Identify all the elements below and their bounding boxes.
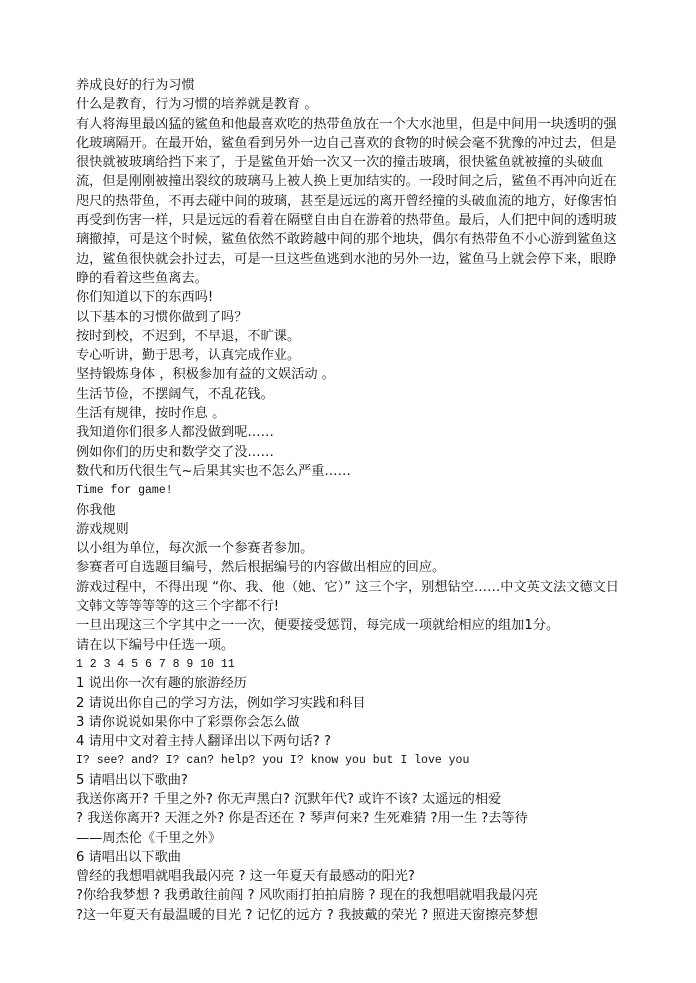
- document-line: 你们知道以下的东西吗!: [76, 290, 214, 306]
- document-line: 什么是教育，行为习惯的培养就是教育 。: [76, 97, 318, 113]
- document-line: 例如你们的历史和数学交了没……: [76, 444, 274, 460]
- rule-line: 以小组为单位，每次派一个参赛者参加。: [76, 541, 314, 557]
- task-item: 1 说出你一次有趣的旅游经历: [76, 676, 247, 692]
- habit-item: 按时到校，不迟到，不早退，不旷课。: [76, 328, 301, 344]
- document-title: 养成良好的行为习惯: [76, 78, 195, 93]
- rule-line: 参赛者可自选题目编号，然后根据编号的内容做出相应的回应。: [76, 560, 446, 576]
- lyrics-line: ? 我送你离开? 天涯之外? 你是否还在 ? 琴声何来? 生死难猜 ?用一生 ?去等待: [76, 811, 528, 827]
- habit-item: 坚持锻炼身体 ，积极参加有益的文娱活动 。: [76, 367, 335, 383]
- rules-heading: 游戏规则: [76, 521, 129, 537]
- task-item: 6 请唱出以下歌曲: [76, 849, 181, 865]
- lyrics-line: 曾经的我想唱就唱我最闪亮 ? 这一年夏天有最感动的阳光?: [76, 869, 415, 885]
- lyrics-line: 我送你离开? 千里之外? 你无声黑白? 沉默年代? 或许不该? 太遥远的相爱: [76, 791, 502, 807]
- shark-story-paragraph: 有人将海里最凶猛的鲨鱼和他最喜欢吃的热带鱼放在一个大水池里，但是中间用一块透明的强化玻璃隔开。在最开始，鲨鱼看到另外一边自己喜欢的食物的时候会毫不犹豫的冲过去，但是很快就被玻璃给挡下来了，于是鲨鱼开始一次又一次的撞击玻璃，很快鲨鱼就被撞的头破血流，但是刚刚被撞出裂纹的玻璃马上被人换上更加结实的。一段时间之后，鲨鱼不再冲向近在咫尺的热带鱼，不再去碰中间的玻璃，甚至是远远的离开曾经撞的头破血流的地方，好像害怕再受到伤害一样，只是远远的看着在隔壁自由自在游着的热带鱼。最后，人们把中间的透明玻璃撤掉，可是这个时候，鲨鱼依然不敢跨越中间的那个地块，偶尔有热带鱼不小心游到鲨鱼这边，鲨鱼很快就会扑过去，可是一旦这些鱼逃到水池的另外一边，鲨鱼马上就会停下来，眼睁睁的看着这些鱼离去。: [76, 116, 617, 286]
- habit-item: 生活节俭，不摆阔气，不乱花钱。: [76, 386, 274, 402]
- document-line: 数代和历代很生气~后果其实也不怎么严重……: [76, 463, 351, 479]
- number-list: 1 2 3 4 5 6 7 8 9 10 11: [76, 657, 235, 671]
- document-line: 请在以下编号中任选一项。: [76, 637, 235, 653]
- document-body: [76, 76, 622, 925]
- lyrics-line: ?你给我梦想 ? 我勇敢往前闯 ? 风吹雨打拍拍肩膀 ? 现在的我想唱就唱我最闪亮: [76, 888, 538, 904]
- habit-item: 专心听讲，勤于思考，认真完成作业。: [76, 348, 301, 364]
- lyrics-line: ?这一年夏天有最温暖的目光 ? 记忆的远方 ? 我披戴的荣光 ? 照进天窗擦亮梦想: [76, 907, 538, 923]
- task-item: 2 请说出你自己的学习方法，例如学习实践和科目: [76, 695, 366, 711]
- task-item: 5 请唱出以下歌曲?: [76, 772, 188, 788]
- task-item: 4 请用中文对着主持人翻译出以下两句话? ?: [76, 734, 331, 750]
- game-heading: Time for game!: [76, 484, 173, 498]
- task-item: 3 请你说说如果你中了彩票你会怎么做: [76, 714, 300, 730]
- document-line: 以下基本的习惯你做到了吗？: [76, 309, 248, 325]
- rule-line: 游戏过程中，不得出现 “你、我、他（她、它）” 这三个字，别想钻空……中文英文法文德文日文韩文等等等等的这三个字都不行!: [76, 579, 619, 615]
- rule-line: 一旦出现这三个字其中之一一次，便要接受惩罚，每完成一项就给相应的组加1分。: [76, 618, 560, 634]
- habit-item: 生活有规律，按时作息 。: [76, 406, 226, 422]
- english-sentence: I? see? and? I? can? help? you I? know you but I love you: [76, 754, 470, 768]
- document-line: 我知道你们很多人都没做到呢……: [76, 425, 274, 441]
- song-credit: ——周杰伦《千里之外》: [76, 830, 222, 846]
- game-title: 你我他: [76, 502, 116, 518]
